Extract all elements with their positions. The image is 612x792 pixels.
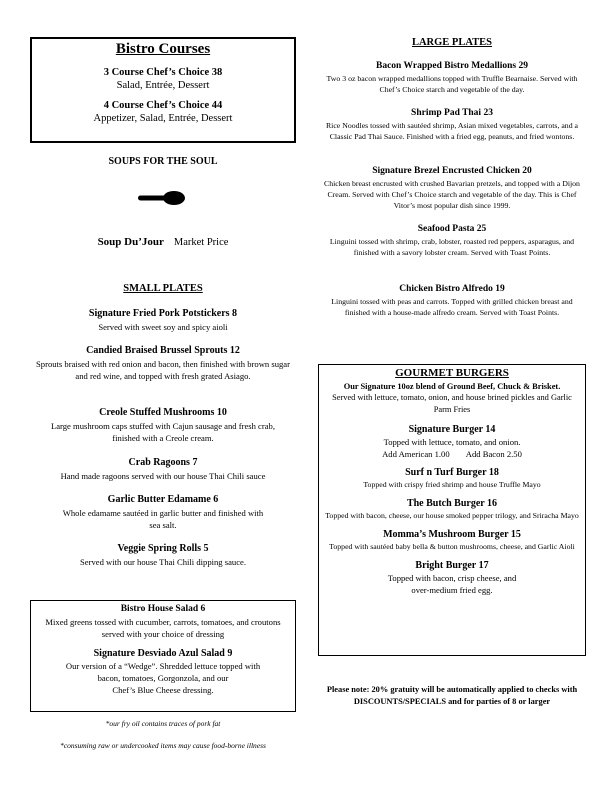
item-title: Momma’s Mushroom Burger 15 (383, 529, 521, 540)
item-desc: Chef’s Blue Cheese dressing. (112, 685, 214, 695)
item-desc: Mixed greens tossed with cucumber, carrots, tomatoes, and croutons served with your choice of dressing (45, 617, 281, 639)
item-desc: Linguini tossed with shrimp, crab, lobster, roasted red peppers, asparagus, and finished with a savory lobster cream. Served with Toast Points. (329, 237, 575, 257)
large-plates-heading: LARGE PLATES (411, 37, 493, 48)
item-title: Garlic Butter Edamame 6 (107, 494, 219, 505)
soup-price: Market Price (173, 237, 229, 248)
item-title: Seafood Pasta 25 (417, 224, 487, 234)
item-desc: Served with our house Thai Chili dipping sauce. (80, 557, 246, 567)
item-title: Crab Ragoons 7 (128, 457, 198, 468)
small-plate-item (62, 494, 264, 531)
item-title: Signature Desviado Azul Salad 9 (93, 648, 233, 659)
burgers-intro-bold: Our Signature 10oz blend of Ground Beef, Chuck & Brisket. (343, 382, 561, 391)
item-title: Veggie Spring Rolls 5 (117, 543, 209, 554)
item-desc: Whole edamame sautéed in garlic butter and finished with sea salt. (62, 508, 264, 530)
item-desc: Hand made ragoons served with our house Thai Chili sauce (60, 471, 266, 481)
item-desc: Served with sweet soy and spicy aioli (98, 322, 228, 332)
spoon-icon (138, 190, 186, 211)
item-title: Bright Burger 17 (415, 560, 489, 571)
course3-desc: Salad, Entrée, Dessert (116, 80, 210, 91)
item-desc: Rice Noodles tossed with sautéed shrimp, Asian mixed vegetables, carrots, and a Classic Pad Thai Sauce. Finished with a fried egg, peanuts, and fried wontons. (325, 121, 579, 141)
item-title: Shrimp Pad Thai 23 (411, 108, 493, 118)
item-desc: Topped with lettuce, tomato, and onion. (383, 437, 521, 447)
soup-row (30, 232, 296, 250)
burgers-heading: GOURMET BURGERS (395, 367, 509, 379)
burgers-intro-rest: Served with lettuce, tomato, onion, and house brined pickles and Garlic Parm Fries (332, 393, 572, 414)
soups-heading: SOUPS FOR THE SOUL (108, 156, 218, 167)
item-title: Candied Braised Brussel Sprouts 12 (86, 345, 240, 356)
burgers-box (318, 364, 586, 656)
course3-title: 3 Course Chef’s Choice 38 (103, 67, 223, 78)
item-desc: Topped with sautéed baby bella & button mushrooms, cheese, and Garlic Aioli (329, 542, 575, 551)
item-desc: bacon, tomatoes, Gorgonzola, and our (97, 673, 229, 683)
small-plate-item (30, 543, 296, 568)
large-plate-item (318, 166, 586, 211)
small-plate-item (30, 308, 296, 333)
item-title: Bistro House Salad 6 (120, 604, 206, 614)
extra-american: Add American 1.00 (382, 449, 450, 459)
large-plate-item (318, 108, 586, 142)
item-title: Creole Stuffed Mushrooms 10 (99, 407, 227, 418)
item-title: Signature Brezel Encrusted Chicken 20 (372, 166, 532, 176)
extra-bacon: Add Bacon 2.50 (465, 449, 522, 459)
gratuity-note: Please note: 20% gratuity will be automatically applied to checks with DISCOUNTS/SPECIALS and for parties of 8 or larger (326, 685, 578, 706)
item-title: Bacon Wrapped Bistro Medallions 29 (375, 61, 529, 71)
soup-name: Soup Du’Jour (97, 236, 164, 248)
item-desc: Topped with bacon, crisp cheese, and (387, 573, 517, 583)
item-desc: Two 3 oz bacon wrapped medallions topped with Truffle Bearnaise. Served with Chef’s Choice starch and vegetable of the day. (326, 74, 578, 94)
item-desc: over-medium fried egg. (411, 585, 493, 595)
item-desc: Chicken breast encrusted with crushed Bavarian pretzels, and topped with a Dijon Cream. Served with Chef’s Choice starch and vegetable of the day. This is Chef Vitor’s most popular dish since 1999. (324, 179, 580, 210)
item-desc: Topped with crispy fried shrimp and house Truffle Mayo (363, 480, 541, 489)
small-plate-item (36, 345, 290, 382)
course4-desc: Appetizer, Salad, Entrée, Dessert (93, 113, 233, 124)
item-desc: Sprouts braised with red onion and bacon, then finished with brown sugar and red wine, and topped with fresh grated Asiago. (36, 359, 290, 381)
item-desc: Our version of a “Wedge”. Shredded lettuce topped with (65, 661, 261, 671)
large-plate-item (318, 224, 586, 258)
large-plate-item (318, 284, 586, 318)
item-title: The Butch Burger 16 (406, 498, 498, 509)
item-title: Signature Burger 14 (408, 424, 496, 435)
course4-title: 4 Course Chef’s Choice 44 (103, 100, 223, 111)
bistro-courses-title: Bistro Courses (115, 41, 211, 57)
large-plate-item (318, 61, 586, 95)
small-plate-item (30, 457, 296, 482)
salads-box (30, 600, 296, 712)
item-title: Signature Fried Pork Potstickers 8 (88, 308, 238, 319)
item-desc: Linguini tossed with peas and carrots. Topped with grilled chicken breast and finished with a house-made alfredo cream. Served with Toast Points. (331, 297, 573, 317)
small-plates-heading: SMALL PLATES (123, 283, 203, 294)
item-desc: Large mushroom caps stuffed with Cajun sausage and fresh crab, finished with a Creole cream. (50, 421, 275, 443)
item-desc: Topped with bacon, cheese, our house smoked pepper trilogy, and Sriracha Mayo (325, 511, 579, 520)
burger-extras (325, 448, 579, 460)
item-title: Surf n Turf Burger 18 (405, 467, 499, 478)
footnote: *consuming raw or undercooked items may cause food-borne illness (60, 741, 266, 750)
small-plate-item (38, 407, 288, 444)
bistro-courses-box (30, 37, 296, 143)
footnote: *our fry oil contains traces of pork fat (105, 719, 221, 728)
item-title: Chicken Bistro Alfredo 19 (399, 284, 505, 294)
